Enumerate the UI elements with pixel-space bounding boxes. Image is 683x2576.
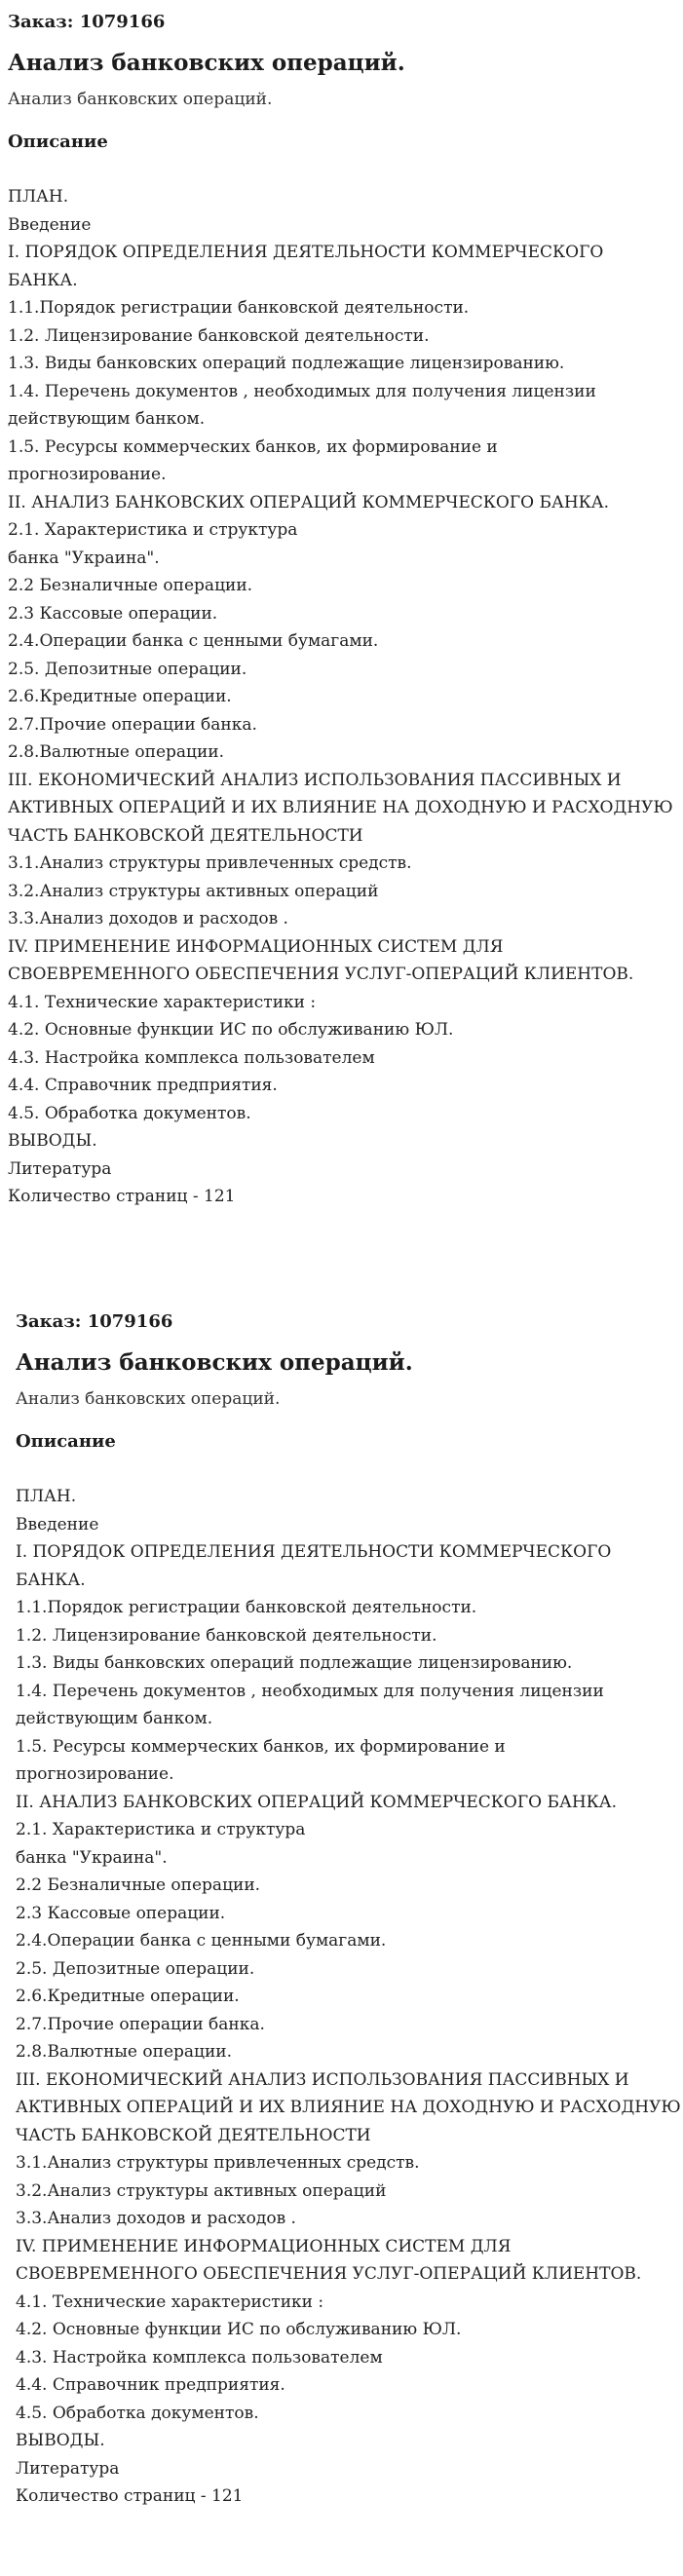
description-heading: Описание (16, 1431, 116, 1452)
description-line: СВОЕВРЕМЕННОГО ОБЕСПЕЧЕНИЯ УСЛУГ-ОПЕРАЦИЙ КЛИЕНТОВ. (16, 2264, 642, 2284)
description-line: 3.3.Анализ доходов и расходов . (8, 909, 288, 928)
work-title: Анализ банковских операций. (16, 1349, 413, 1376)
description-line: I. ПОРЯДОК ОПРЕДЕЛЕНИЯ ДЕЯТЕЛЬНОСТИ КОММЕРЧЕСКОГО (8, 243, 604, 262)
description-line: III. ЕКОНОМИЧЕСКИЙ АНАЛИЗ ИСПОЛЬЗОВАНИЯ ПАССИВНЫХ И (16, 2069, 629, 2090)
description-line: II. АНАЛИЗ БАНКОВСКИХ ОПЕРАЦИЙ КОММЕРЧЕСКОГО БАНКА. (16, 1792, 618, 1812)
order-number: Заказ: 1079166 (16, 1311, 173, 1332)
description-line: 1.1.Порядок регистрации банковской деятельности. (16, 1598, 477, 1617)
description-line: 4.3. Настройка комплекса пользователем (16, 2347, 383, 2368)
description-line: 2.7.Прочие операции банка. (16, 2014, 265, 2034)
description-line: действующим банком. (16, 1709, 213, 1728)
description-line: АКТИВНЫХ ОПЕРАЦИЙ И ИХ ВЛИЯНИЕ НА ДОХОДНУЮ И РАСХОДНУЮ (16, 2098, 681, 2117)
description-line: 4.2. Основные функции ИС по обслуживанию ЮЛ. (8, 1020, 454, 1040)
description-line: 1.4. Перечень документов , необходимых для получения лицензии (16, 1681, 604, 1701)
description-line: 4.1. Технические характеристики : (16, 2292, 324, 2312)
description-line: ПЛАН. (8, 187, 69, 207)
order-card-1 (8, 0, 673, 1211)
description-line: 2.4.Операции банка с ценными бумагами. (16, 1931, 387, 1951)
description-line: 4.5. Обработка документов. (8, 1103, 251, 1123)
description-line: 3.3.Анализ доходов и расходов . (16, 2209, 296, 2228)
description-line: II. АНАЛИЗ БАНКОВСКИХ ОПЕРАЦИЙ КОММЕРЧЕСКОГО БАНКА. (8, 492, 610, 512)
description-line: 1.4. Перечень документов , необходимых для получения лицензии (8, 381, 596, 401)
description-line: 3.2.Анализ структуры активных операций (8, 881, 379, 901)
description-line: ВЫВОДЫ. (16, 2431, 105, 2450)
description-line: 1.5. Ресурсы коммерческих банков, их формирование и (16, 1736, 506, 1757)
description-line: 2.4.Операции банка с ценными бумагами. (8, 631, 379, 651)
description-line: 1.2. Лицензирование банковской деятельности. (16, 1625, 437, 1646)
description-line: 3.1.Анализ структуры привлеченных средств. (8, 853, 412, 873)
description-line: 2.8.Валютные операции. (8, 742, 225, 762)
order-card-2 (16, 1300, 681, 2511)
description-line: Литература (8, 1158, 112, 1179)
description-line: III. ЕКОНОМИЧЕСКИЙ АНАЛИЗ ИСПОЛЬЗОВАНИЯ ПАССИВНЫХ И (8, 770, 622, 790)
description-line: ВЫВОДЫ. (8, 1131, 97, 1151)
description-line: АКТИВНЫХ ОПЕРАЦИЙ И ИХ ВЛИЯНИЕ НА ДОХОДНУЮ И РАСХОДНУЮ (8, 798, 673, 817)
description-line: Введение (8, 214, 92, 235)
description-line: 2.7.Прочие операции банка. (8, 714, 257, 735)
description-line: 3.2.Анализ структуры активных операций (16, 2180, 387, 2201)
description-line: прогнозирование. (16, 1764, 174, 1784)
description-line: 1.1.Порядок регистрации банковской деятельности. (8, 298, 470, 318)
description-line: действующим банком. (8, 409, 206, 429)
description-line: прогнозирование. (8, 465, 167, 484)
order-number: Заказ: 1079166 (8, 12, 166, 32)
description-line: 2.2 Безналичные операции. (8, 576, 253, 595)
description-heading: Описание (8, 132, 108, 152)
description-line: ЧАСТЬ БАНКОВСКОЙ ДЕЯТЕЛЬНОСТИ (16, 2125, 371, 2145)
description-line: 2.3 Кассовые операции. (8, 603, 218, 624)
description-body (16, 1483, 681, 2511)
description-line: 1.3. Виды банковских операций подлежащие лицензированию. (8, 354, 565, 373)
description-line: БАНКА. (8, 270, 78, 290)
description-line: 2.5. Депозитные операции. (16, 1958, 255, 1979)
description-line: ПЛАН. (16, 1487, 77, 1506)
description-line: IV. ПРИМЕНЕНИЕ ИНФОРМАЦИОННЫХ СИСТЕМ ДЛЯ (16, 2236, 512, 2256)
description-line: 1.2. Лицензирование банковской деятельности. (8, 325, 430, 346)
description-line: банка "Украина". (16, 1847, 168, 1868)
description-line: 1.5. Ресурсы коммерческих банков, их формирование и (8, 436, 498, 457)
description-line: Введение (16, 1514, 99, 1534)
description-line: 4.1. Технические характеристики : (8, 992, 317, 1012)
description-line: 4.3. Настройка комплекса пользователем (8, 1047, 375, 1068)
description-body (8, 183, 673, 1211)
description-line: Количество страниц - 121 (16, 2486, 244, 2506)
description-line: 2.8.Валютные операции. (16, 2042, 233, 2062)
description-line: БАНКА. (16, 1570, 86, 1590)
description-line: СВОЕВРЕМЕННОГО ОБЕСПЕЧЕНИЯ УСЛУГ-ОПЕРАЦИЙ КЛИЕНТОВ. (8, 965, 634, 984)
description-line: Литература (16, 2458, 120, 2479)
description-line: 2.5. Депозитные операции. (8, 659, 247, 679)
description-line: 4.4. Справочник предприятия. (16, 2375, 285, 2395)
description-line: IV. ПРИМЕНЕНИЕ ИНФОРМАЦИОННЫХ СИСТЕМ ДЛЯ (8, 936, 504, 957)
description-line: 3.1.Анализ структуры привлеченных средств. (16, 2153, 420, 2173)
work-subtitle: Анализ банковских операций. (16, 1389, 281, 1409)
description-line: 2.3 Кассовые операции. (16, 1903, 226, 1923)
description-line: ЧАСТЬ БАНКОВСКОЙ ДЕЯТЕЛЬНОСТИ (8, 825, 363, 846)
description-line: банка "Украина". (8, 548, 160, 568)
description-line: I. ПОРЯДОК ОПРЕДЕЛЕНИЯ ДЕЯТЕЛЬНОСТИ КОММЕРЧЕСКОГО (16, 1542, 612, 1562)
description-line: Количество страниц - 121 (8, 1187, 236, 1206)
work-subtitle: Анализ банковских операций. (8, 90, 273, 109)
description-line: 4.4. Справочник предприятия. (8, 1076, 278, 1095)
description-line: 1.3. Виды банковских операций подлежащие лицензированию. (16, 1653, 573, 1673)
work-title: Анализ банковских операций. (8, 50, 405, 76)
description-line: 2.1. Характеристика и структура (16, 1820, 306, 1839)
description-line: 4.5. Обработка документов. (16, 2403, 259, 2423)
description-line: 2.6.Кредитные операции. (16, 1987, 240, 2006)
description-line: 2.6.Кредитные операции. (8, 687, 232, 706)
description-line: 4.2. Основные функции ИС по обслуживанию ЮЛ. (16, 2320, 462, 2339)
description-line: 2.2 Безналичные операции. (16, 1875, 261, 1895)
description-line: 2.1. Характеристика и структура (8, 520, 298, 540)
